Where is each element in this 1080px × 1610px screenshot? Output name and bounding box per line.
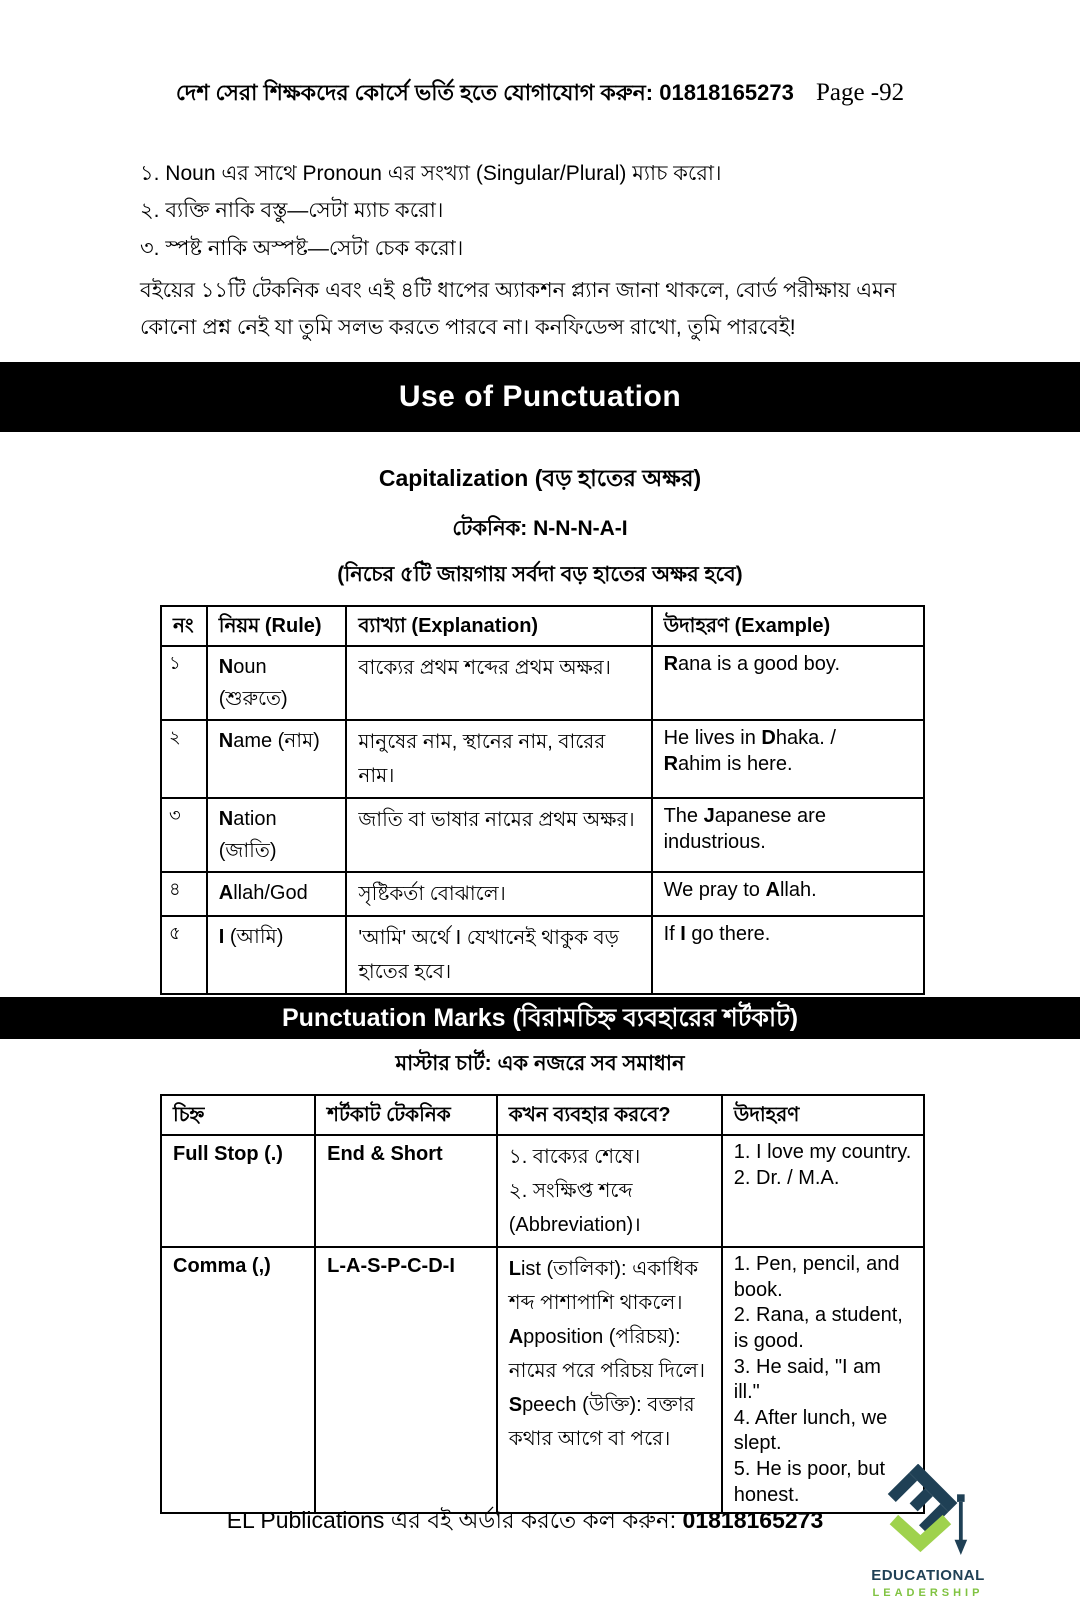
table-cell: ৫ bbox=[161, 916, 207, 994]
column-header: নং bbox=[161, 606, 207, 646]
column-header: উদাহরণ bbox=[722, 1095, 924, 1135]
table-cell: ৪ bbox=[161, 872, 207, 916]
table-header-row bbox=[161, 606, 924, 646]
table-cell: ১ bbox=[161, 646, 207, 720]
page-header bbox=[0, 76, 1080, 113]
table-cell: End & Short bbox=[315, 1135, 497, 1247]
column-header: নিয়ম (Rule) bbox=[207, 606, 347, 646]
table-row bbox=[161, 720, 924, 798]
footer-order-text: EL Publications এর বই অর্ডার করতে কল করুন: 01818165273 bbox=[226, 1507, 824, 1533]
table-row bbox=[161, 646, 924, 720]
page-footer bbox=[0, 1464, 1080, 1610]
table-header-row bbox=[161, 1095, 924, 1135]
contact-info: দেশ সেরা শিক্ষকদের কোর্সে ভর্তি হতে যোগাযোগ করুন: 01818165273 bbox=[175, 80, 794, 105]
capitalization-note: (নিচের ৫টি জায়গায় সর্বদা বড় হাতের অক্ষর হবে) bbox=[337, 563, 743, 587]
table-cell: Allah/God bbox=[207, 872, 347, 916]
page-number: Page -92 bbox=[815, 79, 905, 106]
table-cell: বাক্যের প্রথম শব্দের প্রথম অক্ষর। bbox=[346, 646, 651, 720]
table-cell: Nation (জাতি) bbox=[207, 798, 347, 872]
table-cell: We pray to Allah. bbox=[652, 872, 924, 916]
table-cell: ৩ bbox=[161, 798, 207, 872]
table-cell: 'আমি' অর্থে I যেখানেই থাকুক বড় হাতের হবে। bbox=[346, 916, 651, 994]
column-header: শর্টকাট টেকনিক bbox=[315, 1095, 497, 1135]
master-chart-subtitle: মাস্টার চার্ট: এক নজরে সব সমাধান bbox=[395, 1052, 685, 1076]
table-cell: L-A-S-P-C-D-I bbox=[315, 1247, 497, 1513]
column-header: চিহ্ন bbox=[161, 1095, 315, 1135]
intro-item-1: ১. Noun এর সাথে Pronoun এর সংখ্যা (Singular/Plural) ম্যাচ করো। bbox=[140, 162, 722, 185]
table-row bbox=[161, 1135, 924, 1247]
table-cell: সৃষ্টিকর্তা বোঝালে। bbox=[346, 872, 651, 916]
table-cell: Name (নাম) bbox=[207, 720, 347, 798]
capitalization-technique: টেকনিক: N-N-N-A-I bbox=[452, 517, 628, 541]
table-cell: Rana is a good boy. bbox=[652, 646, 924, 720]
table-row bbox=[161, 798, 924, 872]
table-cell: I (আমি) bbox=[207, 916, 347, 994]
table-cell: 1. Pen, pencil, and book. 2. Rana, a student, is good. 3. He said, "I am ill." 4. After lunch, we slept. 5. He is poor, but honest. bbox=[722, 1247, 924, 1513]
table-cell: জাতি বা ভাষার নামের প্রথম অক্ষর। bbox=[346, 798, 651, 872]
el-publications-logo bbox=[848, 1464, 1008, 1599]
intro-paragraph: বইয়ের ১১টি টেকনিক এবং এই ৪টি ধাপের অ্যাকশন প্ল্যান জানা থাকলে, বোর্ড পরীক্ষায় এমন কোনো প্রশ্ন নেই যা তুমি সলভ করতে পারবে না। কনফিডেন্স রাখো, তুমি পারবেই! bbox=[140, 278, 897, 339]
table-cell: 1. I love my country. 2. Dr. / M.A. bbox=[722, 1135, 924, 1247]
table-cell: He lives in Dhaka. / Rahim is here. bbox=[652, 720, 924, 798]
table-cell: ২ bbox=[161, 720, 207, 798]
table-cell: The Japanese are industrious. bbox=[652, 798, 924, 872]
column-header: ব্যাখ্যা (Explanation) bbox=[346, 606, 651, 646]
table-cell: Comma (,) bbox=[161, 1247, 315, 1513]
table-cell: মানুষের নাম, স্থানের নাম, বারের নাম। bbox=[346, 720, 651, 798]
intro-section bbox=[140, 161, 940, 346]
capitalization-title: Capitalization (বড় হাতের অক্ষর) bbox=[378, 465, 702, 492]
punctuation-table bbox=[160, 1094, 925, 1514]
logo-wordmark-leadership: LEADERSHIP bbox=[872, 1587, 984, 1599]
intro-item-3: ৩. স্পষ্ট নাকি অস্পষ্ট—সেটা চেক করো। bbox=[140, 236, 464, 260]
column-header: কখন ব্যবহার করবে? bbox=[497, 1095, 722, 1135]
intro-item-2: ২. ব্যক্তি নাকি বস্তু—সেটা ম্যাচ করো। bbox=[140, 199, 444, 223]
document-page bbox=[0, 76, 1080, 1610]
capitalization-table bbox=[160, 605, 925, 995]
table-cell: ১. বাক্যের শেষে। ২. সংক্ষিপ্ত শব্দে (Abbreviation)। bbox=[497, 1135, 722, 1247]
table-cell: Full Stop (.) bbox=[161, 1135, 315, 1247]
column-header: উদাহরণ (Example) bbox=[652, 606, 924, 646]
graduation-cap-icon bbox=[863, 1464, 993, 1560]
table-cell: Noun (শুরুতে) bbox=[207, 646, 347, 720]
punctuation-marks-banner: Punctuation Marks (বিরামচিহ্ন ব্যবহারের শর্টকাট) bbox=[0, 997, 1080, 1039]
table-row bbox=[161, 916, 924, 994]
use-of-punctuation-banner: Use of Punctuation bbox=[0, 362, 1080, 432]
table-cell: List (তালিকা): একাধিক শব্দ পাশাপাশি থাকলে। Apposition (পরিচয়): নামের পরে পরিচয় দিলে। Speech (উক্তি): বক্তার কথার আগে বা পরে। bbox=[497, 1247, 722, 1513]
table-row bbox=[161, 872, 924, 916]
logo-wordmark-educational: EDUCATIONAL bbox=[871, 1567, 985, 1584]
table-cell: If I go there. bbox=[652, 916, 924, 994]
